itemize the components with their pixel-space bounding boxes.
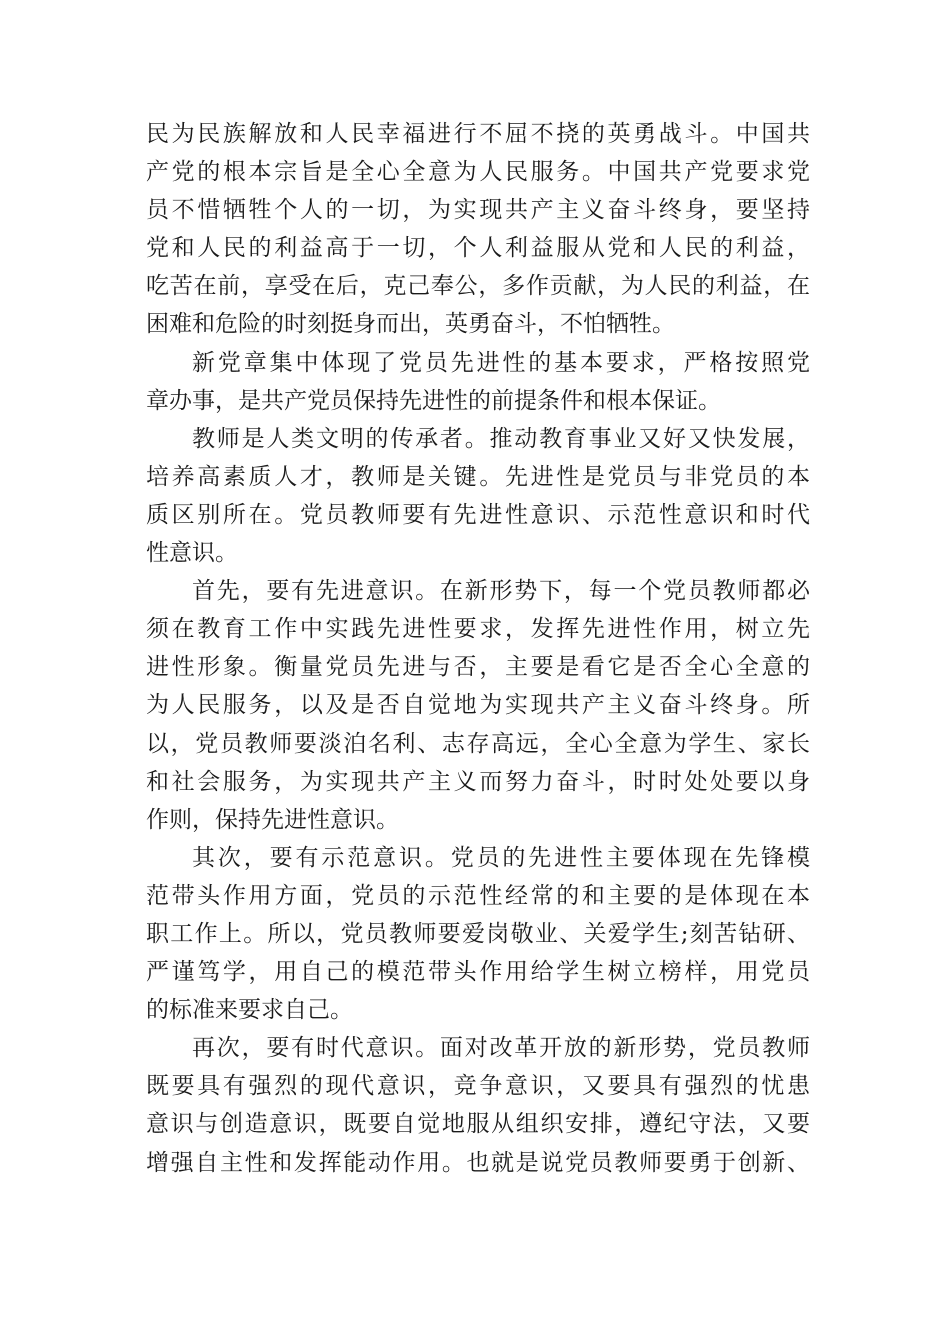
text-line: 增强自主性和发挥能动作用。也就是说党员教师要勇于创新、 xyxy=(146,1149,810,1176)
text-line: 严谨笃学，用自己的模范带头作用给学生树立榜样，用党员 xyxy=(146,959,810,986)
text-line: 进性形象。衡量党员先进与否，主要是看它是否全心全意的 xyxy=(146,654,810,681)
text-line: 民为民族解放和人民幸福进行不屈不挠的英勇战斗。中国共 xyxy=(146,121,810,147)
text-line: 须在教育工作中实践先进性要求，发挥先进性作用，树立先 xyxy=(146,616,810,643)
text-line: 章办事，是共产党员保持先进性的前提条件和根本保证。 xyxy=(146,387,721,414)
text-line: 作则，保持先进性意识。 xyxy=(146,806,399,833)
document-body xyxy=(146,115,810,1182)
text-line: 质区别所在。党员教师要有先进性意识、示范性意识和时代 xyxy=(146,501,810,528)
paragraph-start-line: 其次，要有示范意识。党员的先进性主要体现在先锋模 xyxy=(192,844,810,871)
text-line: 党和人民的利益高于一切，个人利益服从党和人民的利益， xyxy=(146,235,810,262)
text-line: 意识与创造意识，既要自觉地服从组织安排，遵纪守法，又要 xyxy=(146,1111,810,1138)
text-line: 产党的根本宗旨是全心全意为人民服务。中国共产党要求党 xyxy=(146,159,810,186)
text-line: 性意识。 xyxy=(146,540,238,567)
text-line: 困难和危险的时刻挺身而出，英勇奋斗，不怕牺牲。 xyxy=(146,311,675,338)
text-line: 职工作上。所以，党员教师要爱岗敬业、关爱学生;刻苦钻研、 xyxy=(146,920,810,947)
text-line: 以，党员教师要淡泊名利、志存高远，全心全意为学生、家长 xyxy=(146,730,810,757)
text-line: 培养高素质人才，教师是关键。先进性是党员与非党员的本 xyxy=(146,463,810,490)
text-line: 员不惜牺牲个人的一切，为实现共产主义奋斗终身，要坚持 xyxy=(146,197,810,224)
paragraph-start-line: 新党章集中体现了党员先进性的基本要求，严格按照党 xyxy=(192,349,810,376)
paragraph-start-line: 再次，要有时代意识。面对改革开放的新形势，党员教师 xyxy=(192,1035,810,1062)
paragraph-start-line: 教师是人类文明的传承者。推动教育事业又好又快发展， xyxy=(192,425,810,452)
text-line: 既要具有强烈的现代意识，竞争意识，又要具有强烈的忧患 xyxy=(146,1073,810,1100)
text-line: 的标准来要求自己。 xyxy=(146,997,353,1024)
text-line: 吃苦在前，享受在后，克己奉公，多作贡献，为人民的利益，在 xyxy=(146,273,810,300)
text-line: 范带头作用方面，党员的示范性经常的和主要的是体现在本 xyxy=(146,882,810,909)
paragraph-start-line: 首先，要有先进意识。在新形势下，每一个党员教师都必 xyxy=(192,578,810,605)
text-line: 为人民服务，以及是否自觉地为实现共产主义奋斗终身。所 xyxy=(146,692,810,719)
text-line: 和社会服务，为实现共产主义而努力奋斗，时时处处要以身 xyxy=(146,768,810,795)
